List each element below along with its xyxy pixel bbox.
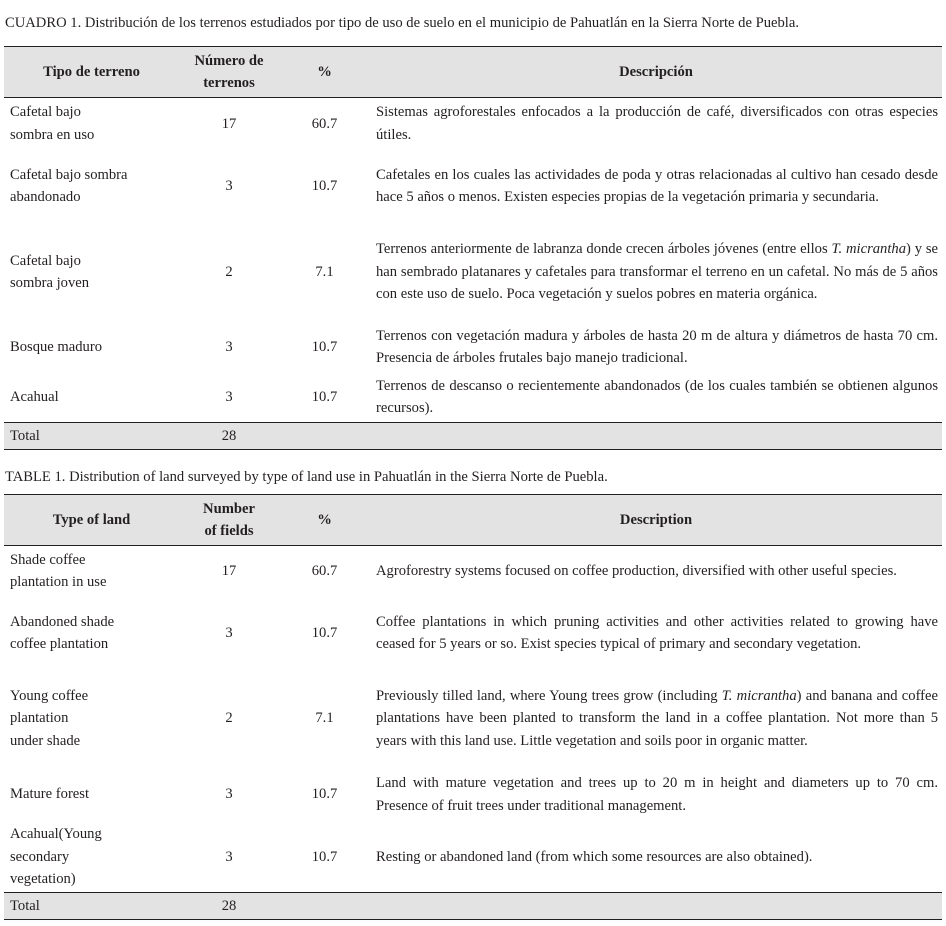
cell-type-line: Abandoned shade <box>10 613 115 630</box>
header-count-line2: terrenos <box>203 75 255 91</box>
cell-type <box>4 597 179 670</box>
cell-description-text: Previously tilled land, where Young trees grow (including <box>376 687 722 704</box>
cell-count: 3 <box>225 624 233 641</box>
table-row <box>4 597 942 670</box>
table-row <box>4 373 942 423</box>
table-row <box>4 322 942 373</box>
cell-percent: 10.7 <box>311 848 338 865</box>
cell-count: 3 <box>225 177 233 194</box>
cell-count: 17 <box>221 115 237 132</box>
table-es-header-row <box>4 47 942 98</box>
cell-percent: 10.7 <box>311 786 338 803</box>
total-count: 28 <box>221 427 237 444</box>
cell-type-line: secondary <box>10 848 70 865</box>
cell-type-line: Acahual <box>10 389 59 405</box>
cell-description: Cafetales en los cuales las actividades de poda y otras relacionadas al cultivo han cesado desde hace 5 años o menos. Existen especies propias de la vegetación primaria y secundaria. <box>376 166 938 205</box>
table-en-header-row <box>4 495 942 546</box>
cell-description-text: ) and banana and coffee plantations have been planted to transform the land in a coffee plantation. Not more than 5 years with this land use. Little vegetation and soils poor in organic matter. <box>376 687 938 749</box>
table-row <box>4 822 942 893</box>
cell-description <box>370 670 942 768</box>
cell-type <box>4 373 179 423</box>
cell-percent: 10.7 <box>311 624 338 641</box>
cell-description <box>370 223 942 322</box>
header-type: Type of land <box>4 495 179 546</box>
cell-type-line: sombra joven <box>10 275 90 291</box>
cell-percent: 10.7 <box>311 389 338 405</box>
table-en-caption: TABLE 1. Distribution of land surveyed by type of land use in Pahuatlán in the Sierra Norte de Puebla. <box>5 469 608 485</box>
cell-description-text: Terrenos anteriormente de labranza donde crecen árboles jóvenes (entre ellos <box>376 241 832 258</box>
cell-type <box>4 223 179 322</box>
header-count <box>179 47 279 98</box>
header-count-line1: Number <box>203 501 255 517</box>
cell-count: 3 <box>225 338 233 355</box>
header-type: Tipo de terreno <box>4 47 179 98</box>
header-percent: % <box>279 47 370 98</box>
total-label: Total <box>10 897 40 914</box>
species-name: T. micrantha <box>831 241 906 258</box>
cell-count: 3 <box>225 389 233 405</box>
cell-type <box>4 670 179 768</box>
cell-percent: 10.7 <box>311 338 338 355</box>
cell-type-line: coffee plantation <box>10 636 109 652</box>
cell-percent: 60.7 <box>311 115 338 132</box>
cell-percent: 60.7 <box>311 563 338 579</box>
header-description: Descripción <box>370 47 942 98</box>
cell-description: Terrenos de descanso o recientemente abandonados (de los cuales también se obtienen algunos recursos). <box>376 377 938 417</box>
table-total-row <box>4 423 942 450</box>
cell-description: Land with mature vegetation and trees up to 20 m in height and diameters up to 70 cm. Presence of fruit trees under traditional management. <box>376 775 938 814</box>
species-name: T. micrantha <box>721 687 797 704</box>
cell-type-line: sombra en uso <box>10 126 95 143</box>
cell-description: Agroforestry systems focused on coffee production, diversified with other useful species. <box>376 563 897 579</box>
cell-type-line: Mature forest <box>10 786 90 803</box>
cell-type <box>4 768 179 822</box>
cell-type <box>4 322 179 373</box>
cell-type-line: Cafetal bajo <box>10 252 81 269</box>
total-count: 28 <box>221 897 237 914</box>
header-description: Description <box>370 495 942 546</box>
cell-type-line: Cafetal bajo <box>10 104 81 121</box>
cell-type-line: abandonado <box>10 189 81 205</box>
cell-type-line: plantation in use <box>10 574 107 591</box>
table-row <box>4 546 942 597</box>
header-count <box>179 495 279 546</box>
table-es-caption: CUADRO 1. Distribución de los terrenos estudiados por tipo de uso de suelo en el municipio de Pahuatlán en la Sierra Norte de Puebla. <box>5 15 799 31</box>
table-row <box>4 98 942 150</box>
cell-type <box>4 150 179 223</box>
cell-type-line: Cafetal bajo sombra <box>10 166 128 183</box>
cell-percent: 7.1 <box>315 710 334 727</box>
table-es <box>4 46 942 450</box>
table-row <box>4 768 942 822</box>
cell-type <box>4 98 179 150</box>
cell-count: 2 <box>225 263 233 280</box>
table-row <box>4 223 942 322</box>
cell-percent: 10.7 <box>311 177 338 194</box>
cell-description-text: ) y se han sembrado platanares y cafetales para transformar el terreno en un cafetal. No más de 5 años con este uso de suelo. Poca vegetación y suelos pobres en materia orgánica. <box>376 241 938 303</box>
cell-type-line: vegetation) <box>10 871 76 887</box>
table-row <box>4 150 942 223</box>
table-total-row <box>4 893 942 920</box>
header-count-line1: Número de <box>194 53 264 69</box>
cell-count: 17 <box>221 563 237 579</box>
cell-type-line: plantation <box>10 710 69 727</box>
cell-type-line: under shade <box>10 732 81 749</box>
header-count-line2: of fields <box>204 523 254 539</box>
total-label: Total <box>10 427 40 444</box>
cell-percent: 7.1 <box>315 263 334 280</box>
table-en <box>4 494 942 920</box>
cell-count: 3 <box>225 848 233 865</box>
cell-type-line: Young coffee <box>10 687 89 704</box>
cell-count: 2 <box>225 710 233 727</box>
cell-type <box>4 546 179 597</box>
cell-type <box>4 822 179 893</box>
cell-count: 3 <box>225 786 233 803</box>
header-percent: % <box>279 495 370 546</box>
cell-type-line: Shade coffee <box>10 551 86 568</box>
cell-type-line: Bosque maduro <box>10 338 103 355</box>
cell-type-line: Acahual(Young <box>10 826 102 842</box>
cell-description: Coffee plantations in which pruning activities and other activities related to growing have ceased for 5 years or so. Exist species typical of primary and secondary vegetation. <box>376 613 938 652</box>
cell-description: Sistemas agroforestales enfocados a la producción de café, diversificados con otras especies útiles. <box>376 104 938 143</box>
cell-description: Terrenos con vegetación madura y árboles de hasta 20 m de altura y diámetros de hasta 70 cm. Presencia de árboles frutales bajo manejo tradicional. <box>376 327 938 366</box>
table-row <box>4 670 942 768</box>
cell-description: Resting or abandoned land (from which some resources are also obtained). <box>376 848 813 865</box>
